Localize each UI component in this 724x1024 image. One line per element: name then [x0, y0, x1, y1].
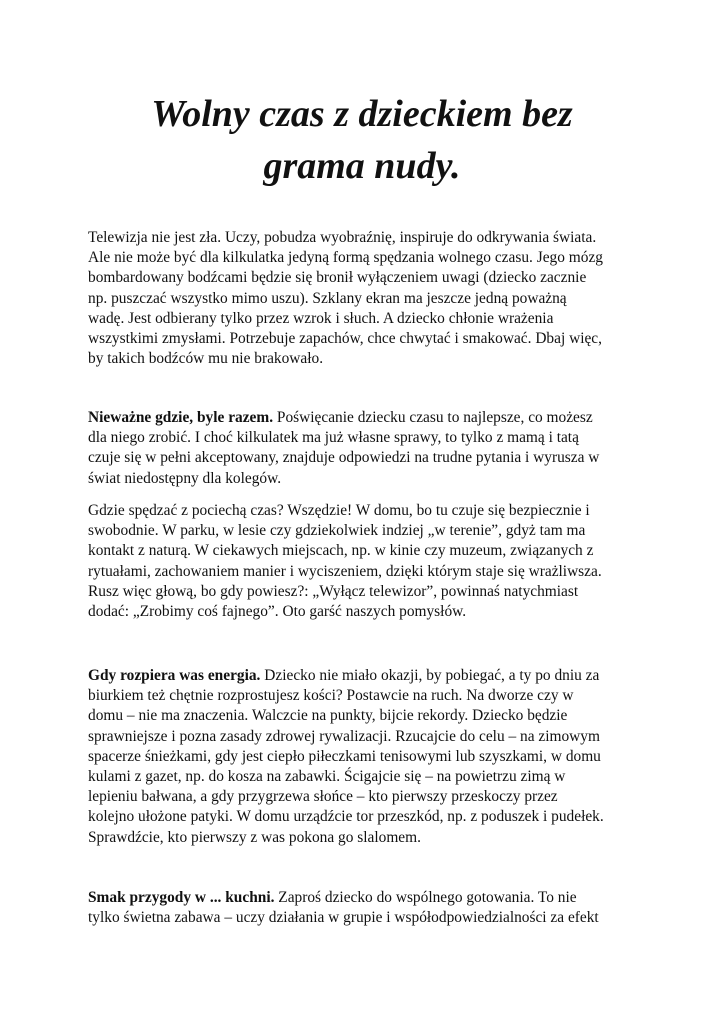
text-line — [88, 408, 648, 428]
text-line: sprawniejsze i pozna zasady zdrowej rywalizacji. Rzucajcie do celu – na zimowym — [88, 727, 600, 745]
text-line: lepieniu bałwana, a gdy przygrzewa słońce – kto pierwszy przeskoczy przez — [88, 788, 558, 806]
text-line: dodać: „Zrobimy coś fajnego”. Oto garść naszych pomysłów. — [88, 603, 467, 621]
paragraph-lead: Gdy rozpiera was energia. — [88, 667, 261, 684]
text-run: Dziecko nie miało okazji, by pobiegać, a ty po dniu za — [260, 667, 600, 684]
text-line: Ale nie może być dla kilkulatka jedyną formą spędzania wolnego czasu. Jego mózg — [88, 249, 603, 267]
text-line: wszystkimi zmysłami. Potrzebuje zapachów, chce chwytać i smakować. Dbaj więc, — [88, 330, 602, 348]
text-run: Poświęcanie dziecku czasu to najlepsze, co możesz — [273, 409, 593, 426]
paragraph-kitchen — [88, 888, 648, 928]
text-line: biurkiem też chętnie rozprostujesz kości? Postawcie na ruch. Na dworze czy w — [88, 687, 574, 705]
text-line: rytuałami, zachowaniem manier i wyciszeniem, dzięki którym staje się wrażliwsza. — [88, 562, 602, 580]
paragraph-together — [88, 408, 648, 489]
text-line: spacerze śnieżkami, gdy jest ciepło piłeczkami tenisowymi lub szyszkami, w domu — [88, 747, 601, 765]
text-line: dla niego zrobić. I choć kilkulatek ma już własne sprawy, to tylko z mamą i tatą — [88, 429, 579, 447]
text-line — [88, 888, 648, 908]
text-line: domu – nie ma znaczenia. Walczcie na punkty, bijcie rekordy. Dziecko będzie — [88, 707, 568, 725]
paragraph-lead: Nieważne gdzie, byle razem. — [88, 409, 274, 426]
text-line: swobodnie. W parku, w lesie czy gdziekolwiek indziej „w terenie”, gdyż tam ma — [88, 522, 586, 540]
text-line: kontakt z naturą. W ciekawych miejscach, np. w kinie czy muzeum, związanych z — [88, 542, 594, 560]
title-line: grama nudy. — [263, 145, 461, 187]
text-line: tylko świetna zabawa – uczy działania w grupie i współodpowiedzialności za efekt — [88, 909, 599, 927]
title-line: Wolny czas z dzieckiem bez — [151, 93, 573, 135]
text-line: czuje się w pełni akceptowany, znajduje odpowiedzi na trudne pytania i wyrusza w — [88, 449, 600, 467]
text-line: bombardowany bodźcami będzie się bronił wyłączeniem uwagi (dziecko zacznie — [88, 269, 587, 287]
text-line: np. puszczać wszystko mimo uszu). Szklany ekran ma jeszcze jedną poważną — [88, 289, 567, 307]
text-run: Zaproś dziecko do wspólnego gotowania. To nie — [274, 889, 577, 906]
document-title — [60, 88, 664, 192]
text-line: kulami z gazet, np. do kosza na zabawki. Ścigajcie się – na powietrzu zimą w — [88, 768, 566, 786]
paragraph-where — [88, 501, 648, 622]
text-line: wadę. Jest odbierany tylko przez wzrok i słuch. A dziecko chłonie wrażenia — [88, 309, 554, 327]
text-line: Gdzie spędzać z pociechą czas? Wszędzie! W domu, bo tu czuje się bezpiecznie i — [88, 502, 590, 519]
text-line: by takich bodźców mu nie brakowało. — [88, 350, 324, 368]
text-line: kolejno ułożone patyki. W domu urządźcie tor przeszkód, np. z poduszek i pudełek. — [88, 808, 604, 826]
text-line: Sprawdźcie, kto pierwszy z was pokona go slalomem. — [88, 828, 421, 846]
text-line — [88, 666, 648, 686]
text-line: świat niedostępny dla kolegów. — [88, 469, 282, 487]
paragraph-lead: Smak przygody w ... kuchni. — [88, 889, 275, 906]
text-line: Rusz więc głową, bo gdy powiesz?: „Wyłącz telewizor”, powinnaś natychmiast — [88, 582, 579, 600]
paragraph-energy — [88, 666, 648, 848]
text-line: Telewizja nie jest zła. Uczy, pobudza wyobraźnię, inspiruje do odkrywania świata. — [88, 229, 597, 246]
paragraph-intro — [88, 228, 648, 369]
